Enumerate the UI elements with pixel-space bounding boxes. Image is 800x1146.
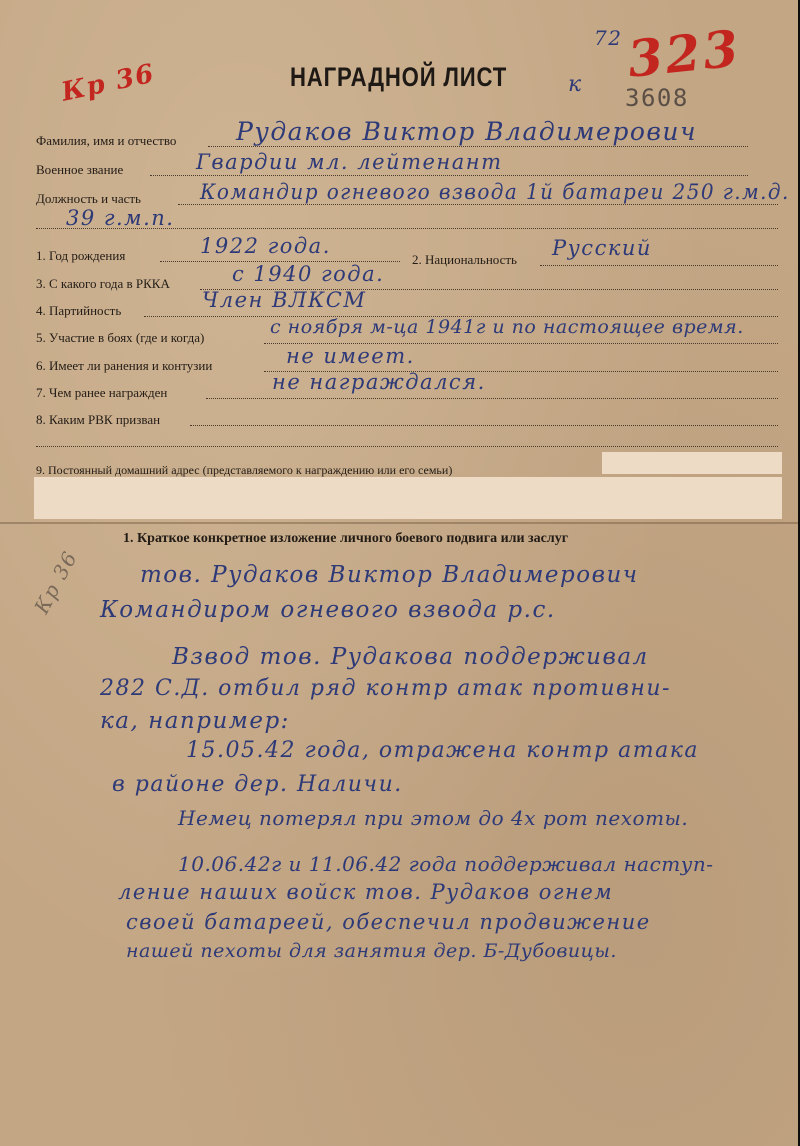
field-value-wounds: не имеет.	[286, 344, 415, 368]
field-value-rkka: с 1940 года.	[232, 262, 385, 286]
narrative-line: Командиром огневого взвода р.с.	[100, 597, 556, 623]
field-value-nationality: Русский	[552, 236, 652, 260]
field-value-party: Член ВЛКСМ	[202, 288, 367, 312]
document-title: НАГРАДНОЙ ЛИСТ	[290, 62, 508, 92]
narrative-line: 282 С.Д. отбил ряд контр атак противни-	[100, 676, 671, 701]
field-label-wounds: 6. Имеет ли ранения и контузии	[36, 358, 213, 373]
narrative-line: Взвод тов. Рудакова поддерживал	[172, 644, 649, 670]
archive-number: 3608	[625, 84, 689, 112]
corner-mark-left: Кр 36	[58, 58, 158, 108]
red-stamp-number: 323	[624, 18, 744, 89]
narrative-line: тов. Рудаков Виктор Владимерович	[140, 562, 639, 588]
field-line-awards	[206, 398, 778, 399]
field-line-rank	[150, 175, 748, 176]
narrative-line: ка, например:	[100, 708, 290, 734]
field-label-awards: 7. Чем ранее награжден	[36, 385, 168, 400]
field-label-birth-year: 1. Год рождения	[36, 248, 126, 263]
section-heading: 1. Краткое конкретное изложение личного боевого подвига или заслуг	[123, 531, 569, 546]
narrative-line: 15.05.42 года, отражена контр атака	[186, 738, 699, 763]
field-line-rvk	[190, 425, 778, 426]
field-value-awards: не награждался.	[272, 370, 486, 394]
margin-mark: Кр 36	[29, 546, 83, 618]
field-label-rvk: 8. Каким РВК призван	[36, 412, 161, 427]
narrative-line: Немец потерял при этом до 4х рот пехоты.	[178, 806, 689, 830]
field-line-rvk-2	[36, 446, 778, 447]
address-redaction	[602, 452, 782, 474]
field-label-party: 4. Партийность	[36, 303, 122, 318]
field-value-fio: Рудаков Виктор Владимерович	[236, 117, 698, 146]
field-label-position: Должность и часть	[36, 191, 141, 206]
field-label-fio: Фамилия, имя и отчество	[36, 133, 177, 148]
field-line-fio	[208, 146, 748, 147]
field-label-rkka: 3. С какого года в РККА	[36, 276, 170, 291]
corner-mark-small-number: 72	[594, 26, 623, 50]
field-line-position	[178, 204, 778, 205]
field-value-position: Командир огневого взвода 1й батареи 250 г.м.д.	[200, 180, 790, 204]
field-label-rank: Военное звание	[36, 162, 124, 177]
corner-mark-k: к	[568, 72, 583, 97]
paper-fold	[0, 522, 798, 524]
address-redaction-line	[34, 477, 782, 519]
narrative-line: нашей пехоты для занятия дер. Б-Дубовицы.	[126, 940, 617, 962]
field-label-address: 9. Постоянный домашний адрес (представляемого к награждению или его семьи)	[36, 463, 453, 477]
narrative-line: ление наших войск тов. Рудаков огнем	[118, 880, 614, 904]
field-value-birth-year: 1922 года.	[200, 234, 331, 258]
field-value-battles: с ноября м-ца 1941г и по настоящее время.	[270, 316, 744, 338]
narrative-line: своей батареей, обеспечил продвижение	[126, 910, 651, 934]
narrative-line: в районе дер. Наличи.	[112, 772, 403, 797]
field-label-nationality: 2. Национальность	[412, 252, 517, 267]
field-label-battles: 5. Участие в боях (где и когда)	[36, 330, 205, 345]
field-line-nationality	[540, 265, 778, 266]
field-value-position-continuation: 39 г.м.п.	[66, 206, 175, 230]
field-value-rank: Гвардии мл. лейтенант	[196, 150, 503, 174]
narrative-line: 10.06.42г и 11.06.42 года поддерживал наступ-	[178, 852, 714, 876]
